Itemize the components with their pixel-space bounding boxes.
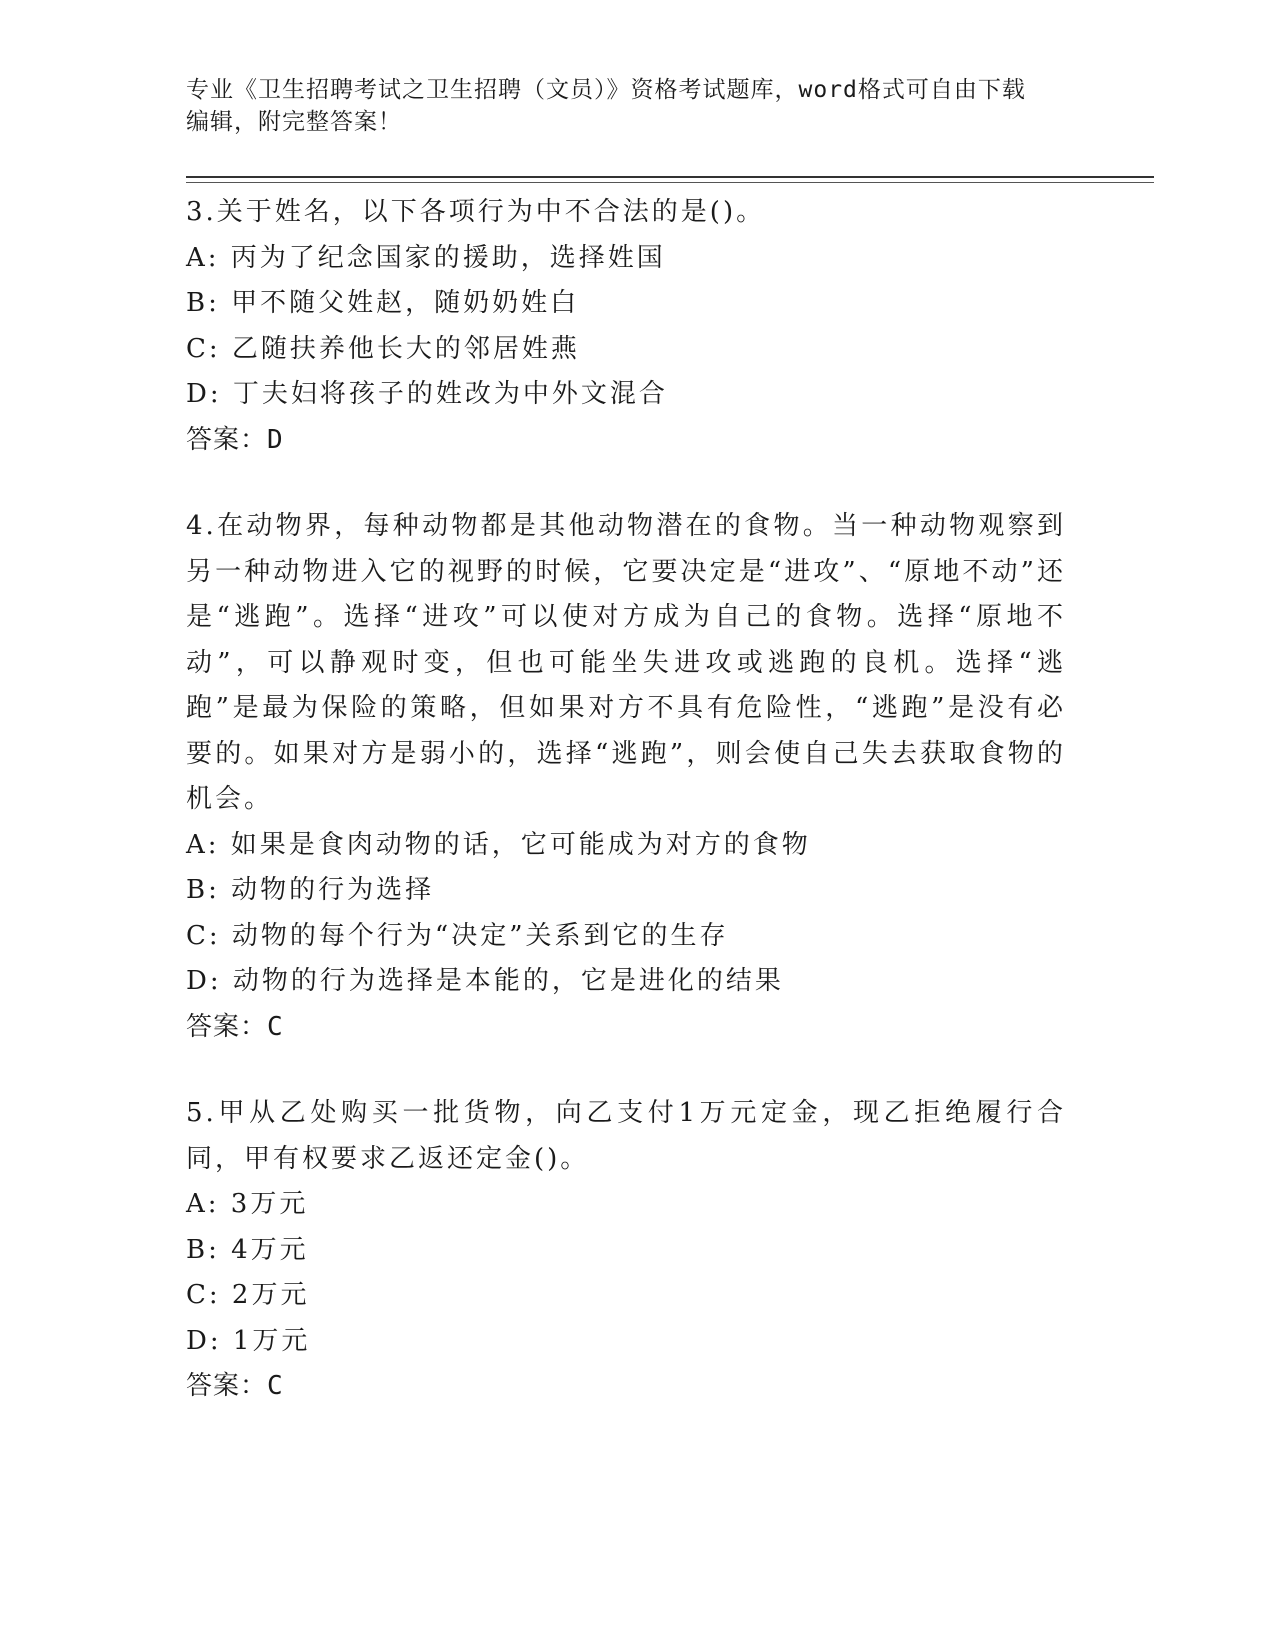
header-line-2: 编辑，附完整答案！ [186, 109, 402, 135]
question-stem: 3.关于姓名，以下各项行为中不合法的是()。 [186, 197, 766, 227]
option-c: C: 乙随扶养他长大的邻居姓燕 [186, 333, 580, 364]
option-a: A: 丙为了纪念国家的援助，选择姓国 [186, 242, 666, 273]
question-3 [186, 190, 1066, 463]
header-line-1: 专业《卫生招聘考试之卫生招聘（文员）》资格考试题库，word格式可自由下载 [186, 77, 1026, 103]
header-divider-thick [186, 176, 1154, 178]
answer-line: 答案：C [186, 1011, 284, 1042]
question-stem: 4.在动物界，每种动物都是其他动物潜在的食物。当一种动物观察到另一种动物进入它的视野的时候，它要决定是“进攻”、“原地不动”还是“逃跑”。选择“进攻”可以使对方成为自己的食物。选择“原地不动”，可以静观时变，但也可能坐失进攻或逃跑的良机。选择“逃跑”是最为保险的策略，但如果对方不具有危险性，“逃跑”是没有必要的。如果对方是弱小的，选择“逃跑”，则会使自己失去获取食物的机会。 [186, 511, 1066, 814]
question-list [186, 190, 1066, 1451]
option-c: C: 动物的每个行为“决定”关系到它的生存 [186, 920, 729, 951]
question-5 [186, 1091, 1066, 1410]
header-divider-thin [186, 182, 1154, 183]
document-header [186, 74, 1086, 138]
option-c: C: 2万元 [186, 1280, 310, 1310]
option-b: B: 4万元 [186, 1234, 309, 1265]
answer-line: 答案：C [186, 1371, 284, 1401]
option-d: D: 1万元 [186, 1325, 311, 1356]
option-d: D: 丁夫妇将孩子的姓改为中外文混合 [186, 379, 668, 409]
answer-line: 答案：D [186, 424, 284, 455]
option-d: D: 动物的行为选择是本能的，它是进化的结果 [186, 966, 784, 996]
option-a: A: 3万元 [186, 1189, 309, 1219]
option-a: A: 如果是食肉动物的话，它可能成为对方的食物 [186, 829, 811, 860]
option-b: B: 动物的行为选择 [186, 875, 435, 905]
option-b: B: 甲不随父姓赵，随奶奶姓白 [186, 288, 580, 318]
question-4 [186, 504, 1066, 1050]
question-stem: 5.甲从乙处购买一批货物，向乙支付1万元定金，现乙拒绝履行合同，甲有权要求乙返还定金()。 [186, 1098, 1066, 1174]
